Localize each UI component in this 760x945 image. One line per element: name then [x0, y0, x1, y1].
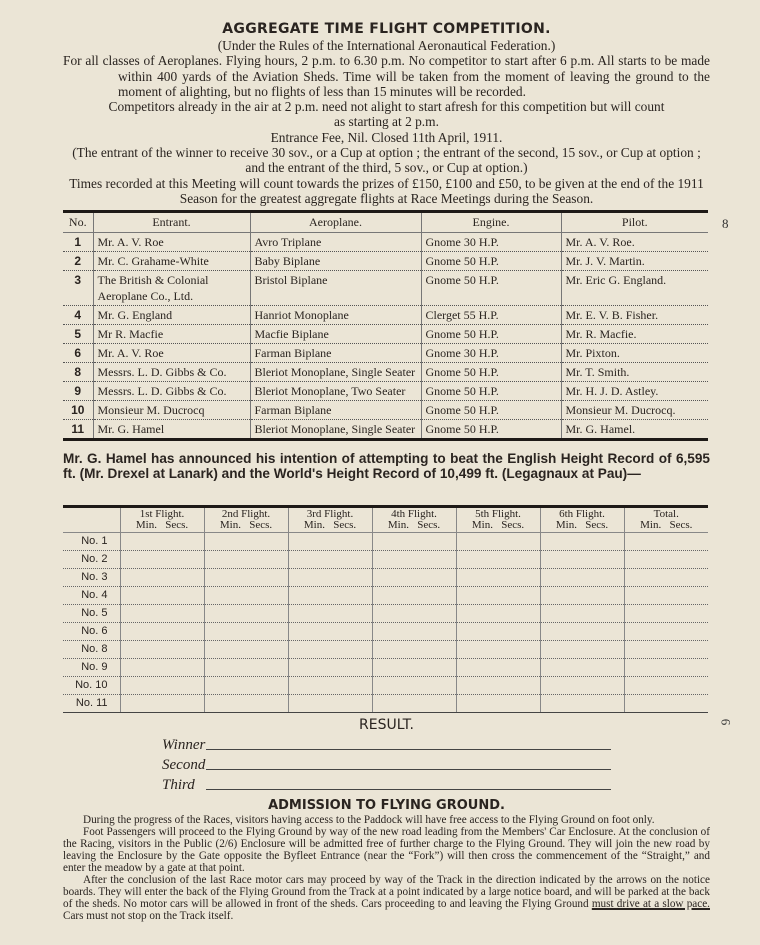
- slow-pace-text: must drive at a slow pace.: [591, 898, 710, 911]
- table-row: [63, 252, 708, 271]
- admission-heading: ADMISSION TO FLYING GROUND.: [268, 798, 505, 814]
- row-label: No. 8: [63, 641, 120, 659]
- time-entry-cell: [624, 677, 708, 695]
- cell-pilot: Mr. G. Hamel.: [561, 420, 708, 440]
- cell-engine: Gnome 50 H.P.: [421, 325, 561, 344]
- cell-pilot: Mr. H. J. D. Astley.: [561, 382, 708, 401]
- column-header: Aeroplane.: [250, 212, 421, 233]
- table-row: [63, 271, 708, 306]
- time-entry-cell: [624, 605, 708, 623]
- time-entry-cell: [540, 587, 624, 605]
- corner-cell: [63, 507, 120, 533]
- cell-entrant: Mr. A. V. Roe: [93, 233, 250, 252]
- cell-pilot: Mr. R. Macfie.: [561, 325, 708, 344]
- time-entry-cell: [540, 623, 624, 641]
- column-header: [288, 507, 372, 533]
- prizes-paragraph: (The entrant of the winner to receive 30 sov., or a Cup at option ; the entrant of the second, 15 sov., or Cup at option ; and the entrant of the third, 5 sov., or Cup at option.): [72, 145, 701, 176]
- cell-aeroplane: Avro Triplane: [250, 233, 421, 252]
- row-label: No. 10: [63, 677, 120, 695]
- row-label: No. 11: [63, 695, 120, 713]
- cell-aeroplane: Bristol Biplane: [250, 271, 421, 306]
- time-entry-cell: [288, 659, 372, 677]
- flight-label: 3rd Flight.: [306, 508, 354, 521]
- column-header: [204, 507, 288, 533]
- time-entry-cell: [288, 677, 372, 695]
- time-entry-cell: [288, 587, 372, 605]
- time-entry-cell: [456, 551, 540, 569]
- time-entry-cell: [456, 605, 540, 623]
- cell-engine: Gnome 30 H.P.: [421, 344, 561, 363]
- cell-entrant: Mr R. Macfie: [93, 325, 250, 344]
- column-header: [624, 507, 708, 533]
- cell-pilot: Mr. E. V. B. Fisher.: [561, 306, 708, 325]
- cell-entrant: Mr. A. V. Roe: [93, 344, 250, 363]
- min-secs-label: Min. Secs.: [555, 519, 609, 532]
- time-entry-cell: [456, 623, 540, 641]
- cell-engine: Gnome 50 H.P.: [421, 420, 561, 440]
- time-entry-cell: [372, 677, 456, 695]
- cell-aeroplane: Farman Biplane: [250, 344, 421, 363]
- cell-no: 8: [63, 363, 93, 382]
- third-line: [206, 789, 611, 790]
- table-row: [63, 551, 708, 569]
- row-label: No. 6: [63, 623, 120, 641]
- cell-no: 1: [63, 233, 93, 252]
- table-row: [63, 344, 708, 363]
- table-row: [63, 420, 708, 440]
- table-row: [63, 233, 708, 252]
- time-entry-cell: [204, 677, 288, 695]
- cell-pilot: Monsieur M. Ducrocq.: [561, 401, 708, 420]
- cell-pilot: Mr. T. Smith.: [561, 363, 708, 382]
- time-entry-cell: [372, 587, 456, 605]
- table-row: [63, 623, 708, 641]
- rules-paragraph: For all classes of Aeroplanes. Flying hours, 2 p.m. to 6.30 p.m. No competitor to start after 6 p.m. All starts to be made within 400 yards of the Aviation Sheds. Time will be taken from the moment of leaving the ground to the moment of alighting, but no flights of less than 15 minutes will be recorded.: [63, 53, 710, 99]
- cell-no: 5: [63, 325, 93, 344]
- cell-entrant: Mr. C. Grahame-White: [93, 252, 250, 271]
- time-entry-cell: [204, 533, 288, 551]
- time-entry-cell: [120, 641, 204, 659]
- cell-engine: Clerget 55 H.P.: [421, 306, 561, 325]
- track-text: Cars must not stop on the Track itself.: [63, 910, 234, 923]
- third-row: [162, 774, 710, 794]
- margin-mark: 8: [722, 216, 729, 231]
- table-row: [63, 677, 708, 695]
- time-entry-cell: [456, 659, 540, 677]
- time-entry-cell: [624, 569, 708, 587]
- time-entry-cell: [120, 569, 204, 587]
- time-entry-cell: [372, 695, 456, 713]
- row-label: No. 9: [63, 659, 120, 677]
- flight-label: 6th Flight.: [559, 508, 605, 521]
- time-entry-cell: [624, 551, 708, 569]
- cell-entrant: Monsieur M. Ducrocq: [93, 401, 250, 420]
- table-row: [63, 587, 708, 605]
- cell-no: 6: [63, 344, 93, 363]
- cell-engine: Gnome 50 H.P.: [421, 401, 561, 420]
- time-entry-cell: [624, 533, 708, 551]
- cell-engine: Gnome 30 H.P.: [421, 233, 561, 252]
- column-header: No.: [63, 212, 93, 233]
- cell-no: 3: [63, 271, 93, 306]
- time-entry-cell: [120, 623, 204, 641]
- cell-no: 11: [63, 420, 93, 440]
- cell-entrant: Mr. G. England: [93, 306, 250, 325]
- cell-aeroplane: Bleriot Monoplane, Single Seater: [250, 420, 421, 440]
- winner-line: [206, 749, 611, 750]
- cell-pilot: Mr. Pixton.: [561, 344, 708, 363]
- time-entry-cell: [624, 695, 708, 713]
- time-entry-cell: [288, 623, 372, 641]
- time-entry-cell: [120, 551, 204, 569]
- time-entry-cell: [540, 551, 624, 569]
- time-entry-cell: [456, 695, 540, 713]
- time-entry-cell: [372, 605, 456, 623]
- cell-aeroplane: Hanriot Monoplane: [250, 306, 421, 325]
- time-entry-cell: [120, 659, 204, 677]
- admission-paragraph: During the progress of the Races, visitors having access to the Paddock will have free access to the Flying Ground on foot only.: [83, 814, 655, 827]
- time-entry-cell: [456, 677, 540, 695]
- table-row: [63, 641, 708, 659]
- time-entry-cell: [540, 659, 624, 677]
- time-entry-cell: [540, 677, 624, 695]
- flight-label: Total.: [653, 508, 679, 521]
- cell-aeroplane: Macfie Biplane: [250, 325, 421, 344]
- table-row: [63, 695, 708, 713]
- min-secs-label: Min. Secs.: [135, 519, 189, 532]
- row-label: No. 5: [63, 605, 120, 623]
- table-row: [63, 569, 708, 587]
- time-entry-cell: [204, 605, 288, 623]
- time-entry-cell: [372, 659, 456, 677]
- cell-aeroplane: Bleriot Monoplane, Two Seater: [250, 382, 421, 401]
- time-entry-cell: [288, 695, 372, 713]
- flight-label: 5th Flight.: [475, 508, 521, 521]
- time-entry-cell: [204, 659, 288, 677]
- cell-entrant: Messrs. L. D. Gibbs & Co.: [93, 382, 250, 401]
- table-row: [63, 325, 708, 344]
- time-entry-cell: [540, 695, 624, 713]
- season-prizes-paragraph: Times recorded at this Meeting will count towards the prizes of £150, £100 and £50, to be given at the end of the 1911 Season for the greatest aggregate flights at Race Meetings during the Season.: [69, 175, 704, 206]
- time-entry-cell: [120, 533, 204, 551]
- second-row: [162, 754, 710, 774]
- time-entry-cell: [204, 551, 288, 569]
- time-entry-cell: [204, 569, 288, 587]
- entries-table: [63, 210, 708, 441]
- time-entry-cell: [204, 587, 288, 605]
- time-entry-cell: [372, 623, 456, 641]
- min-secs-label: Min. Secs.: [387, 519, 441, 532]
- time-entry-cell: [204, 695, 288, 713]
- admission-text: [63, 814, 710, 922]
- time-entry-cell: [120, 587, 204, 605]
- flights-table: [63, 505, 708, 713]
- time-entry-cell: [540, 605, 624, 623]
- row-label: No. 4: [63, 587, 120, 605]
- winner-row: [162, 734, 710, 754]
- time-entry-cell: [288, 533, 372, 551]
- third-label: Third: [162, 777, 195, 794]
- page-title: AGGREGATE TIME FLIGHT COMPETITION.: [222, 21, 551, 37]
- height-record-notice: Mr. G. Hamel has announced his intention of attempting to beat the English Height Record of 6,595 ft. (Mr. Drexel at Lanark) and the World's Height Record of 10,499 ft. (Legagnaux at Pau)—: [63, 451, 710, 482]
- cell-aeroplane: Farman Biplane: [250, 401, 421, 420]
- margin-mark: 6: [718, 718, 734, 726]
- table-row: [63, 605, 708, 623]
- cell-entrant: Messrs. L. D. Gibbs & Co.: [93, 363, 250, 382]
- time-entry-cell: [204, 641, 288, 659]
- time-entry-cell: [624, 623, 708, 641]
- time-entry-cell: [540, 533, 624, 551]
- column-header: [456, 507, 540, 533]
- table-row: [63, 401, 708, 420]
- column-header: Pilot.: [561, 212, 708, 233]
- time-entry-cell: [120, 695, 204, 713]
- cell-no: 4: [63, 306, 93, 325]
- table-row: [63, 306, 708, 325]
- time-entry-cell: [456, 533, 540, 551]
- row-label: No. 3: [63, 569, 120, 587]
- cell-no: 10: [63, 401, 93, 420]
- time-entry-cell: [120, 677, 204, 695]
- flight-label: 2nd Flight.: [221, 508, 271, 521]
- cell-pilot: Mr. Eric G. England.: [561, 271, 708, 306]
- cell-entrant: The British & Colonial Aeroplane Co., Ltd.: [93, 271, 250, 306]
- second-label: Second: [162, 757, 206, 774]
- time-entry-cell: [456, 641, 540, 659]
- motor-cars-text: After the conclusion of the last Race motor cars may proceed by way of the Track in the direction indicated by the arrows on the notice boards. They will enter the back of the Flying Ground from the Track at a point indicated by a large notice board, and will be parked at the back of the sheds. No motor cars will be allowed in front of the sheds. Cars proceeding to and leaving the Flying Ground: [63, 874, 710, 911]
- time-entry-cell: [540, 641, 624, 659]
- cell-entrant: Mr. G. Hamel: [93, 420, 250, 440]
- admission-paragraph: [63, 874, 710, 922]
- column-header: [120, 507, 204, 533]
- cell-engine: Gnome 50 H.P.: [421, 382, 561, 401]
- competition-rules: [63, 38, 710, 206]
- cell-engine: Gnome 50 H.P.: [421, 252, 561, 271]
- cell-engine: Gnome 50 H.P.: [421, 363, 561, 382]
- time-entry-cell: [624, 641, 708, 659]
- subtitle: (Under the Rules of the International Aeronautical Federation.): [217, 38, 556, 53]
- time-entry-cell: [204, 623, 288, 641]
- cell-aeroplane: Bleriot Monoplane, Single Seater: [250, 363, 421, 382]
- time-entry-cell: [288, 641, 372, 659]
- column-header: [540, 507, 624, 533]
- cell-pilot: Mr. A. V. Roe.: [561, 233, 708, 252]
- flight-label: 1st Flight.: [139, 508, 185, 521]
- min-secs-label: Min. Secs.: [471, 519, 525, 532]
- time-entry-cell: [456, 569, 540, 587]
- table-header-row: [63, 212, 708, 233]
- time-entry-cell: [456, 587, 540, 605]
- time-entry-cell: [372, 569, 456, 587]
- min-secs-label: Min. Secs.: [219, 519, 273, 532]
- time-entry-cell: [120, 605, 204, 623]
- time-entry-cell: [540, 569, 624, 587]
- flight-label: 4th Flight.: [391, 508, 437, 521]
- winner-label: Winner: [162, 737, 206, 754]
- cell-no: 9: [63, 382, 93, 401]
- table-row: [63, 533, 708, 551]
- min-secs-label: Min. Secs.: [303, 519, 357, 532]
- cell-aeroplane: Baby Biplane: [250, 252, 421, 271]
- time-entry-cell: [288, 605, 372, 623]
- cell-pilot: Mr. J. V. Martin.: [561, 252, 708, 271]
- admission-paragraph: Foot Passengers will proceed to the Flying Ground by way of the new road leading from the Members' Car Enclosure. At the conclusion of the Racing, visitors in the Public (2/6) Enclosure will be admitted free of further charge to the Flying Ground. They will join the new road by leaving the Enclosure by the Gate opposite the Byfleet Entrance (near the “Fork”) will then cross the commencement of the “Straight,” and enter the meadow by a gate at that point.: [63, 826, 710, 875]
- row-label: No. 2: [63, 551, 120, 569]
- time-entry-cell: [624, 659, 708, 677]
- table-row: [63, 382, 708, 401]
- column-header: [372, 507, 456, 533]
- result-heading: RESULT.: [359, 717, 414, 734]
- row-label: No. 1: [63, 533, 120, 551]
- cell-engine: Gnome 50 H.P.: [421, 271, 561, 306]
- time-entry-cell: [288, 569, 372, 587]
- rules-paragraph: Competitors already in the air at 2 p.m. need not alight to start afresh for this competition but will count as starting at 2 p.m.: [108, 99, 665, 130]
- second-line: [206, 769, 611, 770]
- min-secs-label: Min. Secs.: [640, 519, 693, 532]
- time-entry-cell: [624, 587, 708, 605]
- table-row: [63, 363, 708, 382]
- time-entry-cell: [372, 533, 456, 551]
- column-header: Engine.: [421, 212, 561, 233]
- time-entry-cell: [372, 641, 456, 659]
- time-entry-cell: [372, 551, 456, 569]
- column-header: Entrant.: [93, 212, 250, 233]
- table-row: [63, 659, 708, 677]
- entrance-fee: Entrance Fee, Nil. Closed 11th April, 1911.: [270, 129, 503, 145]
- table-header-row: [63, 507, 708, 533]
- cell-no: 2: [63, 252, 93, 271]
- time-entry-cell: [288, 551, 372, 569]
